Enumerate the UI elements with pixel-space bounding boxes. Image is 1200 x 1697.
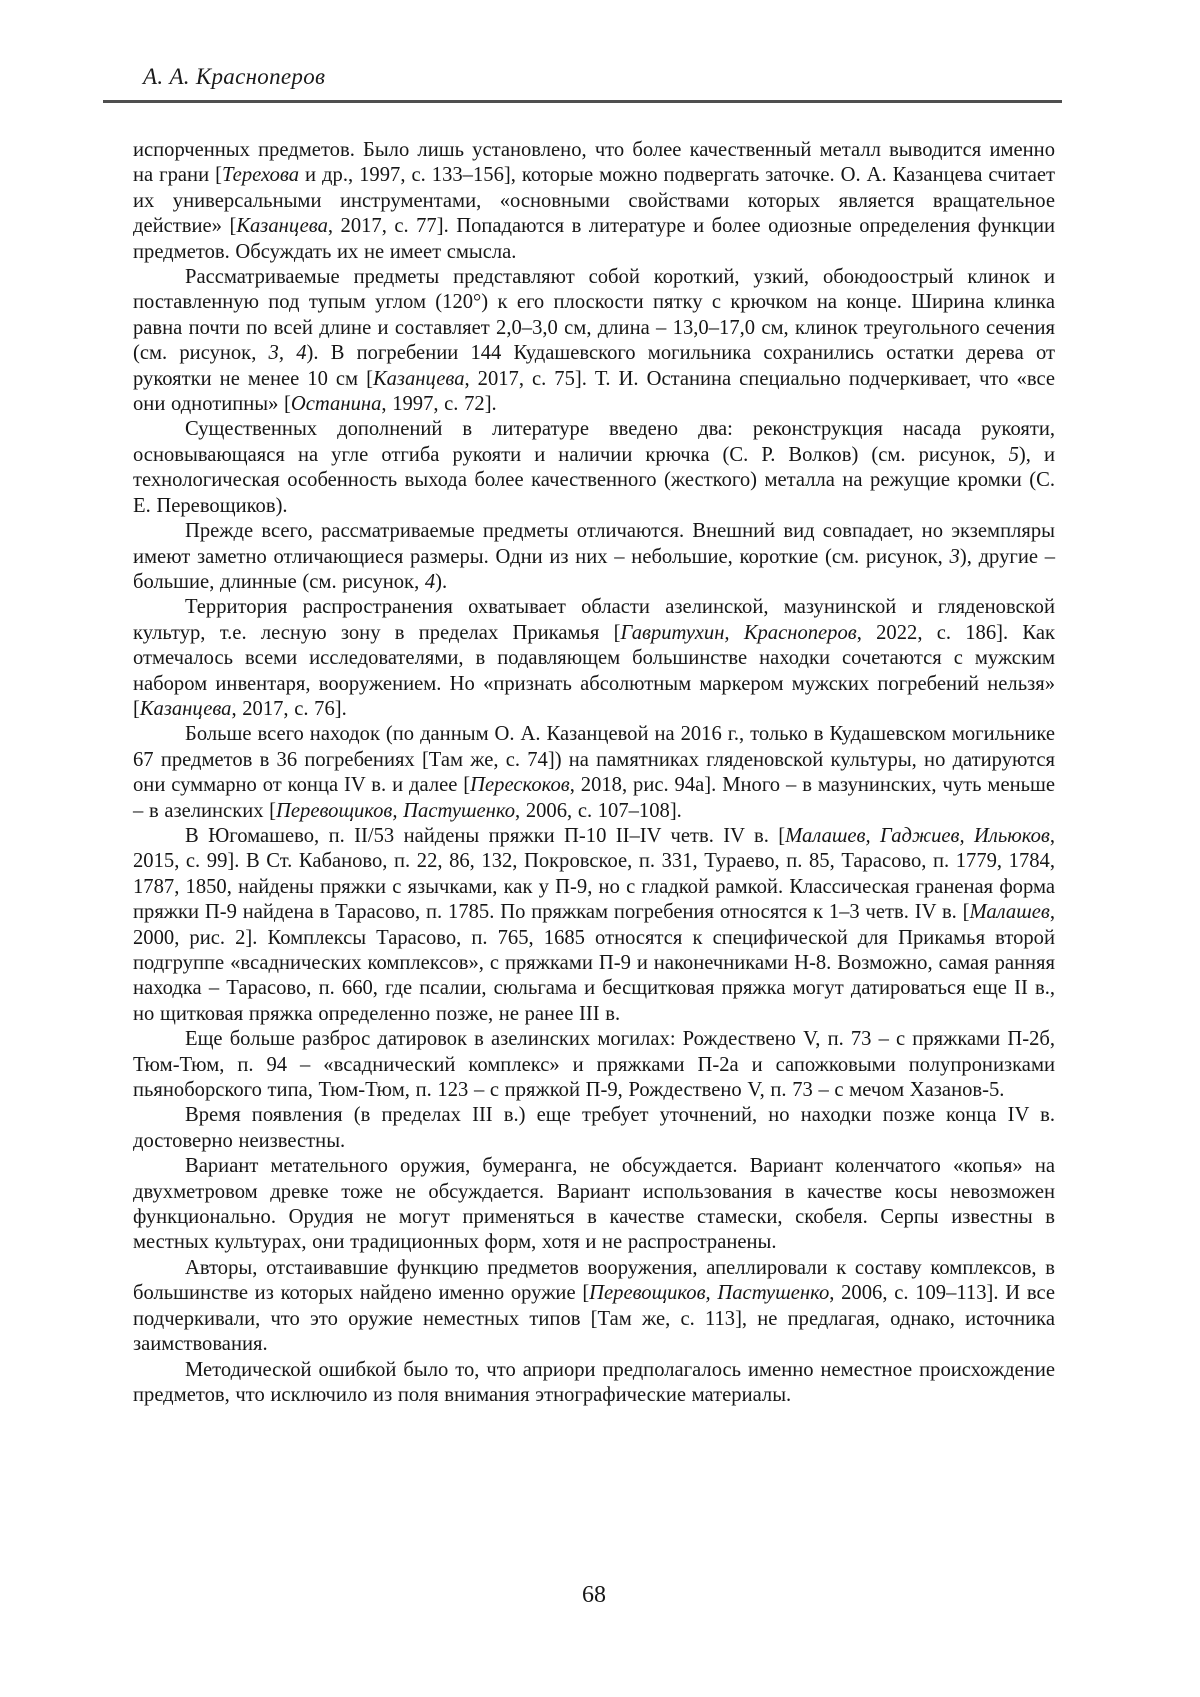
citation-text: Гавритухин, Красноперов: [620, 621, 857, 644]
paragraph: [133, 722, 1055, 824]
citation-text: 5: [1008, 443, 1019, 466]
page-number: 68: [582, 1582, 606, 1608]
citation-text: Останина: [290, 393, 382, 416]
text-segment: Еще больше разброс датировок в азелинских могилах: Рождествено V, п. 73 – с пряжками П-2б, Тюм-Тюм, п. 94 – «всаднический комплекс» и пряжками П-2а и сапожковыми полупронизками пьяноборского типа, Тюм-Тюм, п. 123 – с пряжкой П-9, Рождествено V, п. 73 – с мечом Хазанов-5.: [133, 1028, 1055, 1102]
text-segment: ).: [435, 570, 448, 593]
citation-text: Казанцева: [139, 697, 232, 720]
text-segment: , 2017, с. 76].: [231, 697, 347, 720]
paragraph: [133, 1358, 1055, 1409]
text-segment: ), другие – большие, длинные (см. рисунок,: [133, 545, 1055, 593]
citation-text: 3, 4: [268, 342, 307, 365]
text-segment: Территория распространения охватывает области азелинской, мазунинской и гляденовской культур, т.е. лесную зону в пределах Прикамья [: [133, 596, 1055, 644]
citation-text: Малашев, Гаджиев, Ильюков: [785, 824, 1050, 847]
citation-text: 4: [424, 570, 436, 593]
text-segment: В Югомашево, п. II/53 найдены пряжки П-10 II–IV четв. IV в. [: [185, 824, 786, 847]
running-header-author: А. А. Красноперов: [143, 64, 326, 89]
citation-text: Казанцева: [236, 215, 328, 238]
text-segment: , 2006, с. 107–108].: [515, 799, 682, 822]
citation-text: Малашев: [969, 901, 1050, 924]
article-body: [133, 138, 1055, 1408]
paragraph: [133, 1256, 1055, 1358]
text-segment: , 2018, рис. 94а]. Много – в мазунинских, чуть меньше – в азелинских [: [133, 774, 1055, 822]
paragraph: [133, 595, 1055, 722]
text-segment: Авторы, отстаивавшие функцию предметов вооружения, апеллировали к составу комплексов, в большинстве из которых найдено именно оружие [: [133, 1256, 1055, 1305]
text-segment: , 2006, с. 109–113]. И все подчеркивали, что это оружие неместных типов [Там же, с. 113], не предлагая, однако, источника заимствования.: [133, 1282, 1055, 1356]
text-segment: , 2000, рис. 2]. Комплексы Тарасово, п. 765, 1685 относятся к специфической для Прикамья второй подгруппе «всаднических комплексов», с пряжками П-9 и наконечниками Н-8. Возможно, самая ранняя находка – Тарасово, п. 660, где псалии, сюльгама и бесщитковая пряжка могут датироваться еще II в., но щитковая пряжка определенно позже, не ранее III в.: [133, 901, 1055, 1025]
text-segment: Методической ошибкой было то, что априори предполагалось именно неместное происхождение предметов, что исключило из поля внимания этнографические материалы.: [133, 1358, 1055, 1406]
text-segment: , 2017, с. 77]. Попадаются в литературе и более одиозные определения функции предметов. Обсуждать их не имеет смысла.: [133, 215, 1055, 263]
paragraph: [133, 138, 1055, 265]
text-segment: Прежде всего, рассматриваемые предметы отличаются. Внешний вид совпадает, но экземпляры имеют заметно отличающиеся размеры. Одни из них – небольшие, короткие (см. рисунок,: [133, 520, 1055, 568]
citation-text: 3: [949, 545, 960, 568]
citation-text: Перевощиков, Пастушенко: [276, 799, 516, 822]
header-rule: [103, 100, 1062, 103]
paragraph: [133, 265, 1055, 417]
text-segment: ), и технологическая особенность выхода более качественного (жесткого) металла на режущие кромки (С. Е. Перевощиков).: [133, 443, 1055, 517]
text-segment: , 1997, с. 72].: [381, 393, 497, 416]
text-segment: ). В погребении 144 Кудашевского могильника сохранились остатки дерева от рукоятки не менее 10 см [: [133, 342, 1055, 390]
text-segment: , 2022, с. 186]. Как отмечалось всеми исследователями, в подавляющем большинстве находки сочетаются с мужским набором инвентаря, вооружением. Но «признать абсолютным маркером мужских погребений нельзя» [: [133, 621, 1056, 720]
paragraph: [133, 519, 1055, 595]
text-segment: Рассматриваемые предметы представляют собой короткий, узкий, обоюдоострый клинок и поставленную под тупым углом (120°) к его плоскости пятку с крючком на конце. Ширина клинка равна почти по всей длине и составляет 2,0–3,0 см, длина – 13,0–17,0 см, клинок треугольного сечения (см. рисунок,: [133, 266, 1055, 365]
paragraph: [133, 1154, 1055, 1256]
text-segment: Вариант метательного оружия, бумеранга, не обсуждается. Вариант коленчатого «копья» на двухметровом древке тоже не обсуждается. Вариант использования в качестве косы невозможен функционально. Орудия не могут применяться в качестве стамески, скобеля. Серпы известны в местных культурах, они традиционных форм, хотя и не распространены.: [133, 1155, 1055, 1254]
citation-text: Перевощиков, Пастушенко: [589, 1282, 830, 1305]
text-segment: Больше всего находок (по данным О. А. Казанцевой на 2016 г., только в Кудашевском могильнике 67 предметов в 36 погребениях [Там же, с. 74]) на памятниках гляденовской культуры, но датируются они суммарно от конца IV в. и далее [: [133, 723, 1055, 797]
text-segment: испорченных предметов. Было лишь установлено, что более качественный металл выводится именно на грани [: [133, 139, 1055, 187]
text-segment: , 2017, с. 75]. Т. И. Останина специально подчеркивает, что «все они однотипны» [: [133, 367, 1055, 416]
text-segment: и др., 1997, с. 133–156], которые можно подвергать заточке. О. А. Казанцева считает их универсальными инструментами, «основными свойствами которых является вращательное действие» [: [133, 164, 1055, 238]
text-segment: , 2015, с. 99]. В Ст. Кабаново, п. 22, 86, 132, Покровское, п. 331, Тураево, п. 85, Тарасово, п. 1779, 1784, 1787, 1850, найдены пряжки с язычками, как у П-9, но с гладкой рамкой. Классическая граненая форма пряжки П-9 найдена в Тарасово, п. 1785. По пряжкам погребения относятся к 1–3 четв. IV в. [: [133, 824, 1055, 924]
paragraph: [133, 417, 1055, 519]
citation-text: Казанцева: [372, 367, 465, 390]
paragraph: [133, 824, 1055, 1027]
paragraph: [133, 1103, 1055, 1154]
paragraph: [133, 1027, 1055, 1103]
text-segment: Время появления (в пределах III в.) еще требует уточнений, но находки позже конца IV в. достоверно неизвестны.: [133, 1104, 1055, 1152]
citation-text: Терехова: [221, 164, 300, 187]
text-segment: Существенных дополнений в литературе введено два: реконструкция насада рукояти, основывающаяся на угле отгиба рукояти и наличии крючка (С. Р. Волков) (см. рисунок,: [133, 418, 1055, 466]
citation-text: Перескоков: [470, 774, 570, 797]
